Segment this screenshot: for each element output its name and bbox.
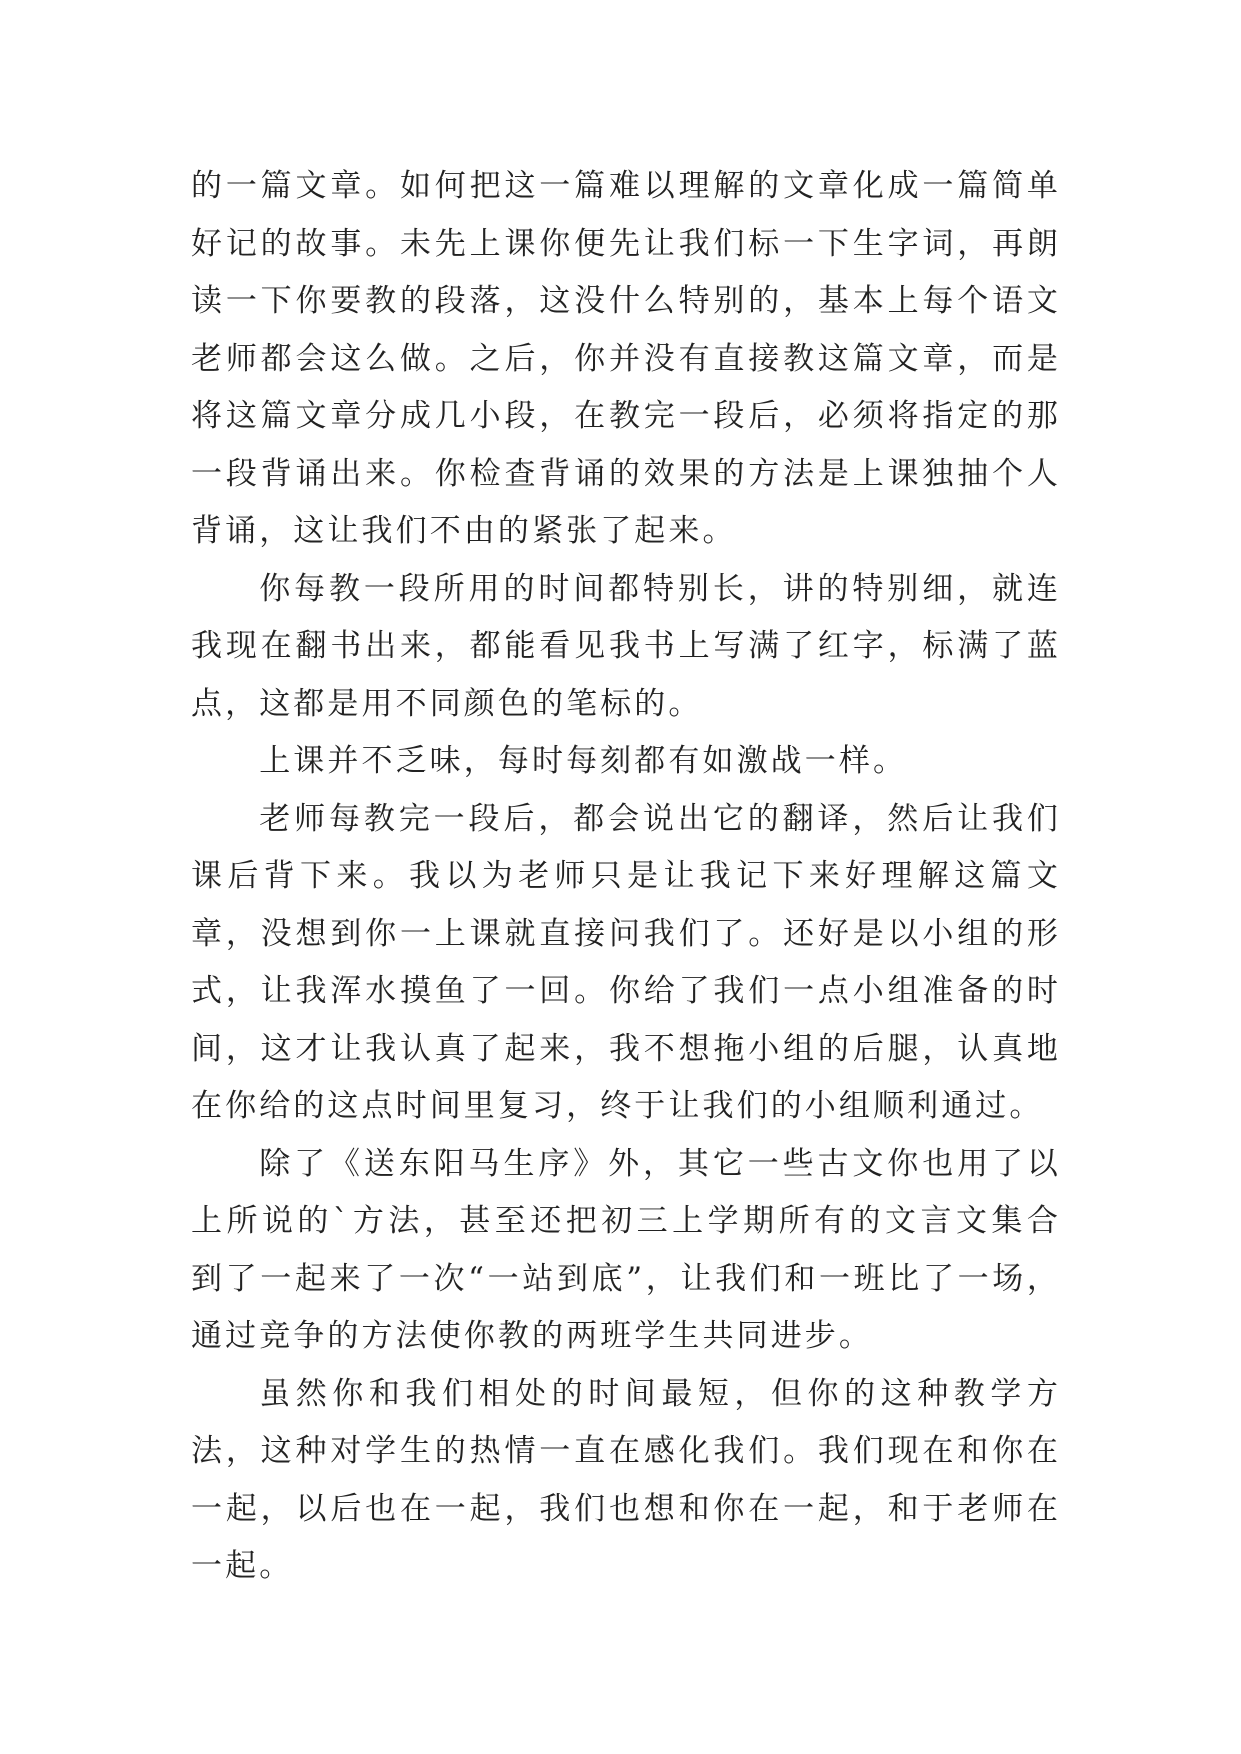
paragraph-2: 你每教一段所用的时间都特别长，讲的特别细，就连我现在翻书出来，都能看见我书上写满了红字，标满了蓝点，这都是用不同颜色的笔标的。 bbox=[191, 570, 1061, 722]
paragraph-4: 老师每教完一段后，都会说出它的翻译，然后让我们课后背下来。我以为老师只是让我记下来好理解这篇文章，没想到你一上课就直接问我们了。还好是以小组的形式，让我浑水摸鱼了一回。你给了我们一点小组准备的时间，这才让我认真了起来，我不想拖小组的后腿，认真地在你给的这点时间里复习，终于让我们的小组顺利通过。 bbox=[191, 800, 1061, 1124]
document-body bbox=[191, 158, 1061, 1596]
paragraph-3: 上课并不乏味，每时每刻都有如激战一样。 bbox=[259, 743, 908, 779]
paragraph-6: 虽然你和我们相处的时间最短，但你的这种教学方法，这种对学生的热情一直在感化我们。我们现在和你在一起，以后也在一起，我们也想和你在一起，和于老师在一起。 bbox=[191, 1375, 1061, 1584]
paragraph-1: 的一篇文章。如何把这一篇难以理解的文章化成一篇简单好记的故事。未先上课你便先让我们标一下生字词，再朗读一下你要教的段落，这没什么特别的，基本上每个语文老师都会这么做。之后，你并没有直接教这篇文章，而是将这篇文章分成几小段，在教完一段后，必须将指定的那一段背诵出来。你检查背诵的效果的方法是上课独抽个人背诵，这让我们不由的紧张了起来。 bbox=[191, 168, 1061, 549]
paragraph-5: 除了《送东阳马生序》外，其它一些古文你也用了以上所说的`方法，甚至还把初三上学期所有的文言文集合到了一起来了一次“一站到底”，让我们和一班比了一场，通过竞争的方法使你教的两班学生共同进步。 bbox=[191, 1145, 1061, 1354]
